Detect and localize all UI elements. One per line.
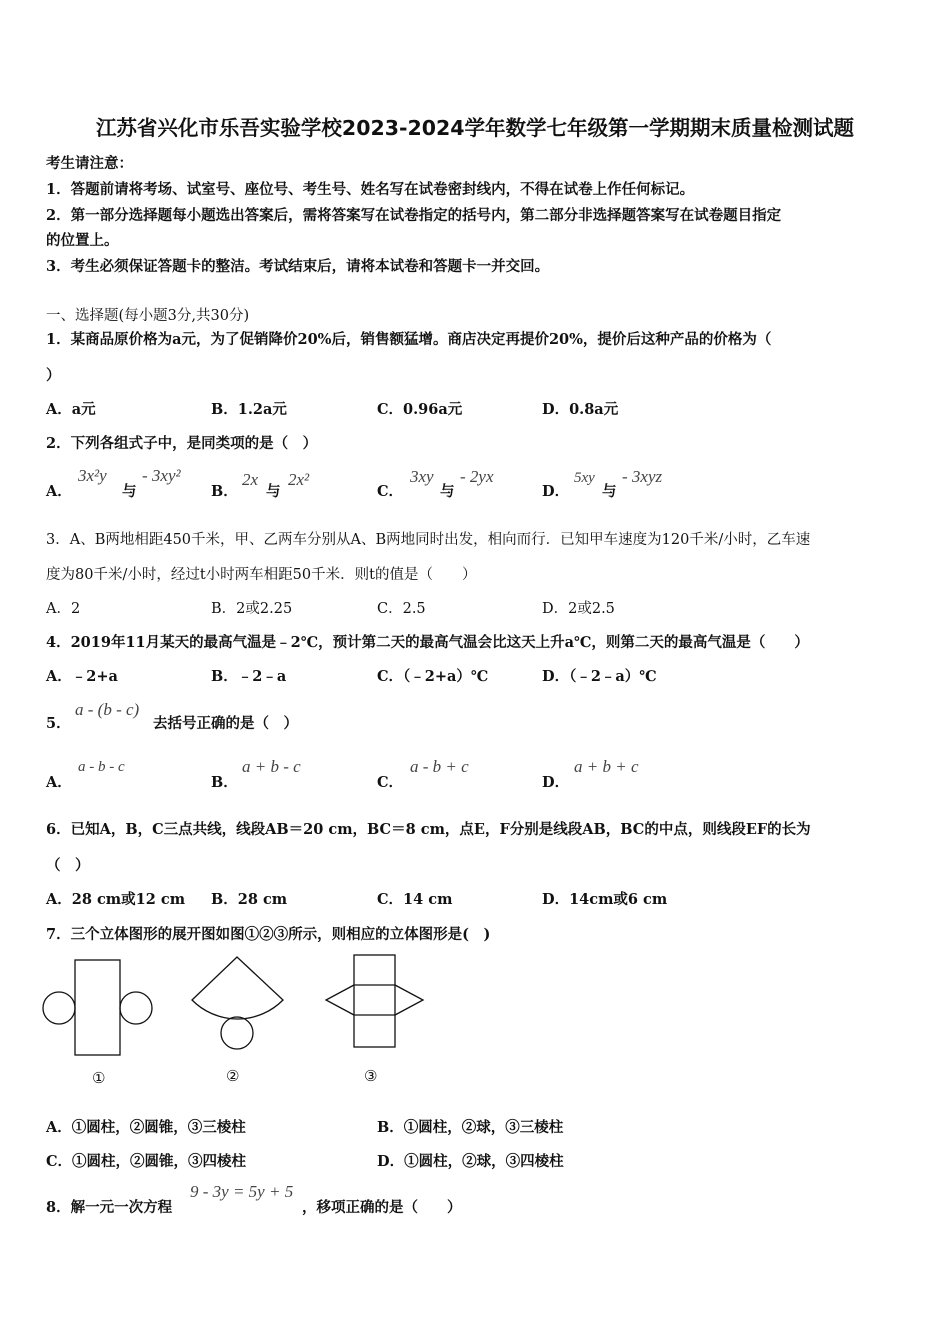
q7-stem: 7．三个立体图形的展开图如图①②③所示，则相应的立体图形是( ) <box>46 926 491 943</box>
q5-option-c: a - b + c <box>410 757 469 776</box>
fig-label-3: ③ <box>364 1067 378 1085</box>
net-1-right-circle <box>120 992 152 1024</box>
net-2-cone <box>192 957 283 1049</box>
q4-option-b: B．﹣2﹣a <box>211 668 287 685</box>
notice-header: 考生请注意： <box>46 155 133 172</box>
q5-option-a: a - b - c <box>78 759 125 775</box>
q4-option-a: A．﹣2+a <box>46 668 118 685</box>
q2-option-c-label: C． <box>377 483 404 500</box>
notice-item-3: 3．考生必须保证答题卡的整洁。考试结束后，请将本试卷和答题卡一并交回。 <box>46 258 550 275</box>
q2-c-term1: 3xy <box>410 467 434 486</box>
q2-b-term1: 2x <box>242 470 259 489</box>
q6-stem: 6．已知A，B，C三点共线，线段AB＝20 cm，BC＝8 cm，点E，F分别是线段AB，BC的中点，则线段EF的长为 <box>46 821 811 838</box>
q5-option-a-label: A． <box>46 774 72 791</box>
q2-c-term2: - 2yx <box>460 467 494 486</box>
section-heading: 一、选择题(每小题3分,共30分) <box>46 308 250 324</box>
q8-stem-post: ，移项正确的是（ ） <box>302 1199 462 1216</box>
net-3-strip <box>354 955 395 1047</box>
net-3-left-triangle <box>326 985 354 1015</box>
q2-option-a-expr1 <box>78 466 107 486</box>
q2-stem: 2．下列各组式子中，是同类项的是（ ） <box>46 435 318 452</box>
q7-net-figure <box>40 945 430 1095</box>
q6-option-c: C．14 cm <box>377 891 453 908</box>
q1-option-b: B．1.2a元 <box>211 401 287 418</box>
q2-option-a-with: 与 <box>122 483 137 500</box>
q7-option-a: A．①圆柱，②圆锥，③三棱柱 <box>46 1119 246 1136</box>
q1-stem-cont: ） <box>46 367 61 384</box>
net-3-prism <box>326 955 423 1047</box>
q1-option-d: D．0.8a元 <box>542 401 619 418</box>
q1-stem: 1．某商品原价格为a元，为了促销降价20%后，销售额猛增。商店决定再提价20%，提价后这种产品的价格为（ <box>46 331 772 348</box>
q5-option-d: a + b + c <box>574 757 639 776</box>
q5-option-b: a + b - c <box>242 757 301 776</box>
q5-expression: a - (b - c) <box>75 700 140 719</box>
notice-item-2: 2．第一部分选择题每小题选出答案后，需将答案写在试卷指定的括号内，第二部分非选择题答案写在试卷题目指定 <box>46 207 782 224</box>
fig-label-2: ② <box>226 1067 240 1085</box>
q3-option-d: D．2或2.5 <box>542 601 615 617</box>
q4-option-c: C．（﹣2+a）℃ <box>377 668 489 685</box>
q5-number: 5． <box>46 715 71 732</box>
q3-stem-cont: 度为80千米/小时，经过t小时两车相距50千米．则t的值是（ ） <box>46 567 477 583</box>
q2-a-term2: - 3xy² <box>142 466 181 485</box>
q2-option-c-with: 与 <box>440 483 455 500</box>
q7-option-b: B．①圆柱，②球，③三棱柱 <box>377 1119 564 1136</box>
q3-option-a: A．2 <box>46 601 81 617</box>
net-3-right-triangle <box>395 985 423 1015</box>
q6-option-d: D．14cm或6 cm <box>542 891 668 908</box>
q6-stem-cont: （ ） <box>46 857 90 874</box>
notice-item-2-cont: 的位置上。 <box>46 232 119 249</box>
net-1-cylinder <box>43 960 152 1055</box>
net-1-rectangle <box>75 960 120 1055</box>
q2-option-d-label: D． <box>542 483 570 500</box>
q3-option-c: C．2.5 <box>377 601 426 617</box>
q4-stem: 4．2019年11月某天的最高气温是﹣2℃，预计第二天的最高气温会比这天上升a℃，则第二天的最高气温是（ ） <box>46 634 809 651</box>
q2-option-b-with: 与 <box>266 483 281 500</box>
q2-b-term2: 2x² <box>288 470 310 489</box>
q6-option-a: A．28 cm或12 cm <box>46 891 186 908</box>
q2-d-term2: - 3xyz <box>622 467 663 486</box>
net-1-left-circle <box>43 992 75 1024</box>
net-2-sector <box>192 957 283 1019</box>
net-2-base-circle <box>221 1017 253 1049</box>
notice-item-1: 1．答题前请将考场、试室号、座位号、考生号、姓名写在试卷密封线内，不得在试卷上作任何标记。 <box>46 181 695 198</box>
q3-stem: 3．A、B两地相距450千米，甲、乙两车分别从A、B两地同时出发，相向而行．已知甲车速度为120千米/小时，乙车速 <box>46 532 811 548</box>
q5-option-c-label: C． <box>377 774 404 791</box>
q2-d-term1: 5xy <box>574 470 595 486</box>
q4-option-d: D．（﹣2﹣a）℃ <box>542 668 657 685</box>
q3-option-b: B．2或2.25 <box>211 601 293 617</box>
fig-label-1: ① <box>92 1069 106 1087</box>
q1-option-a: A．a元 <box>46 401 96 418</box>
q1-option-c: C．0.96a元 <box>377 401 463 418</box>
q8-stem-pre: 8．解一元一次方程 <box>46 1199 173 1216</box>
q8-equation: 9 - 3y = 5y + 5 <box>190 1182 294 1201</box>
q7-option-c: C．①圆柱，②圆锥，③四棱柱 <box>46 1153 247 1170</box>
q5-option-b-label: B． <box>211 774 238 791</box>
q2-option-a-label: A． <box>46 483 72 500</box>
q5-stem: 去括号正确的是（ ） <box>153 715 298 732</box>
q2-option-d-with: 与 <box>602 483 617 500</box>
q6-option-b: B．28 cm <box>211 891 288 908</box>
q5-option-d-label: D． <box>542 774 570 791</box>
q2-a-term1: 3x²y <box>78 466 107 485</box>
q7-option-d: D．①圆柱，②球，③四棱柱 <box>377 1153 564 1170</box>
page-title: 江苏省兴化市乐吾实验学校2023-2024学年数学七年级第一学期期末质量检测试题 <box>95 116 855 140</box>
q2-option-b-label: B． <box>211 483 238 500</box>
